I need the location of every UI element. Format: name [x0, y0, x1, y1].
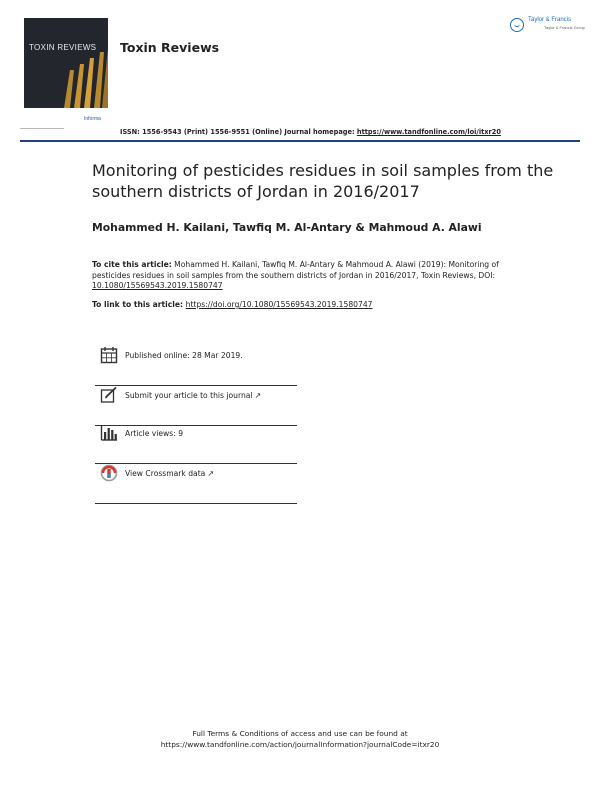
journal-cover-image: [24, 18, 108, 108]
article-views-text: Article views: 9: [125, 429, 184, 438]
bar-chart-icon: [100, 424, 118, 442]
publisher-logo[interactable]: [510, 17, 588, 35]
doi-link[interactable]: 10.1080/15569543.2019.1580747: [92, 281, 223, 290]
submit-article-row[interactable]: [95, 386, 297, 426]
footer-terms: [0, 728, 600, 750]
cover-art: [24, 18, 108, 108]
divider: [20, 128, 64, 129]
citation-text: Mohammed H. Kailani, Tawfiq M. Al-Antary & Mahmoud A. Alawi (2019): Monitoring of pesticides residues in soil samples from the southern districts of Jordan in 2016/2017, Toxin Reviews, DOI:: [92, 260, 499, 280]
issn-line: [120, 128, 501, 136]
journal-homepage-link[interactable]: https://www.tandfonline.com/loi/itxr20: [356, 128, 501, 136]
journal-name[interactable]: Toxin Reviews: [120, 40, 220, 55]
article-doi-url[interactable]: https://doi.org/10.1080/15569543.2019.1580747: [185, 300, 373, 309]
edit-icon: [100, 386, 118, 404]
cover-title: TOXIN REVIEWS: [29, 43, 97, 52]
crossmark-link[interactable]: [125, 469, 214, 478]
footer-terms-link[interactable]: https://www.tandfonline.com/action/journalInformation?journalCode=itxr20: [160, 740, 440, 749]
submit-article-link[interactable]: [125, 391, 261, 400]
header-rule: [20, 140, 580, 142]
link-label: To link to this article:: [92, 300, 186, 309]
citation-label: To cite this article:: [92, 260, 172, 269]
crossmark-icon: [100, 464, 118, 482]
calendar-icon: [100, 346, 118, 364]
publisher-logo-icon: [510, 18, 524, 32]
submit-article-text: Submit your article to this journal: [125, 391, 253, 400]
footer-line-1: Full Terms & Conditions of access and use can be found at: [192, 729, 408, 738]
external-link-icon: ↗: [207, 469, 215, 478]
article-authors: Mohammed H. Kailani, Tawfiq M. Al-Antary & Mahmoud A. Alawi: [92, 221, 482, 234]
crossmark-text: View Crossmark data: [125, 469, 206, 478]
publisher-logo-subtext: Taylor & Francis Group: [544, 25, 585, 30]
published-online-text: Published online: 28 Mar 2019.: [125, 351, 243, 360]
article-views-row: [95, 424, 297, 464]
informa-logo: Informa: [84, 116, 101, 122]
crossmark-row[interactable]: [95, 464, 297, 504]
citation-block: [92, 260, 532, 292]
publisher-logo-text: Taylor & Francis: [528, 17, 572, 23]
published-online-row: [95, 346, 297, 386]
divider: [95, 503, 297, 504]
article-link-line: [92, 300, 372, 309]
issn-text: ISSN: 1556-9543 (Print) 1556-9551 (Online) Journal homepage:: [120, 128, 357, 136]
external-link-icon: ↗: [254, 391, 262, 400]
article-title: Monitoring of pesticides residues in soil samples from the southern districts of Jordan in 2016/2017: [92, 161, 554, 201]
